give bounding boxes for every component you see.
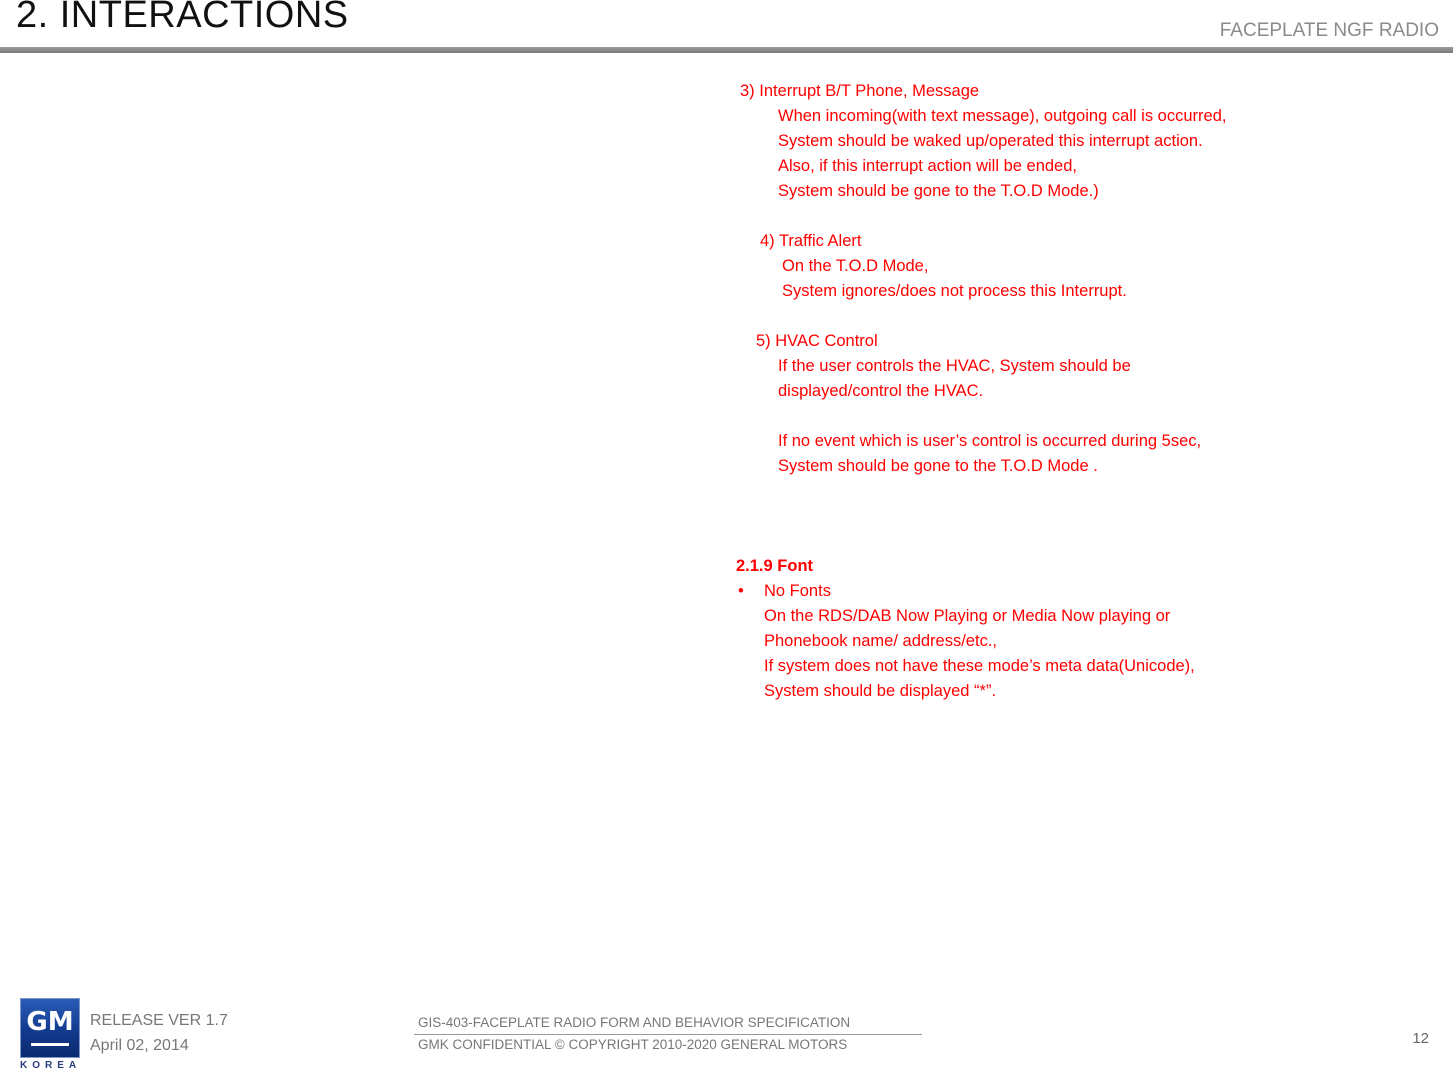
release-date: April 02, 2014 [90,1037,189,1054]
item3-line: Also, if this interrupt action will be ended, [778,157,1077,175]
footer-divider [414,1034,922,1035]
item5-heading: 5) HVAC Control [756,332,878,350]
font-line: Phonebook name/ address/etc., [764,632,997,650]
item3-line: System should be waked up/operated this interrupt action. [778,132,1203,150]
item4-line: On the T.O.D Mode, [782,257,929,275]
spec-title: GIS-403-FACEPLATE RADIO FORM AND BEHAVIOR SPECIFICATION [418,1015,851,1030]
item5-line: System should be gone to the T.O.D Mode . [778,457,1098,475]
header-divider [0,47,1453,53]
item4-heading: 4) Traffic Alert [760,232,862,250]
gm-logo [20,998,80,1058]
font-bullet-text: No Fonts [764,582,831,600]
item5-line: If the user controls the HVAC, System should be [778,357,1131,375]
gm-logo-bar [31,1043,69,1046]
gm-korea-label: KOREA [20,1060,82,1071]
confidential-notice: GMK CONFIDENTIAL © COPYRIGHT 2010-2020 GENERAL MOTORS [418,1037,848,1052]
release-version: RELEASE VER 1.7 [90,1012,228,1029]
item3-heading: 3) Interrupt B/T Phone, Message [740,82,980,100]
bullet-icon: • [738,582,744,600]
font-line: On the RDS/DAB Now Playing or Media Now playing or [764,607,1171,625]
item4-line: System ignores/does not process this Interrupt. [782,282,1127,300]
gm-logo-text: GM [26,1007,74,1037]
page-title: 2. INTERACTIONS [16,0,349,36]
font-section-heading: 2.1.9 Font [736,557,814,575]
document-subtitle: FACEPLATE NGF RADIO [1219,20,1439,41]
font-line: System should be displayed “*”. [764,682,997,700]
item3-line: When incoming(with text message), outgoing call is occurred, [778,107,1227,125]
item3-line: System should be gone to the T.O.D Mode.) [778,182,1099,200]
font-line: If system does not have these mode’s meta data(Unicode), [764,657,1195,675]
item5-line: If no event which is user’s control is occurred during 5sec, [778,432,1202,450]
item5-line: displayed/control the HVAC. [778,382,984,400]
page-number: 12 [1412,1030,1429,1047]
